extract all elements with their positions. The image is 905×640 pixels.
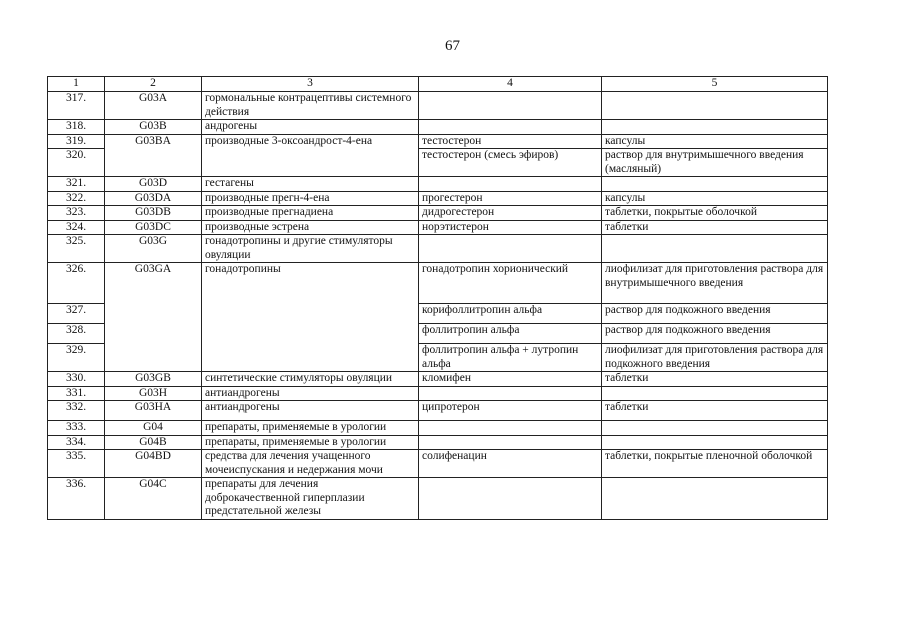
dosage-form: капсулы [602,134,828,149]
table-row [48,220,828,235]
dosage-form: лиофилизат для приготовления раствора для внутримышечного введения [602,263,828,304]
atc-code: G04B [105,435,202,450]
dosage-form [602,386,828,401]
table-row [48,177,828,192]
table-row [48,263,828,304]
table-header-row [48,77,828,92]
row-number: 335. [48,450,105,478]
row-number: 327. [48,304,105,324]
dosage-form: раствор для внутримышечного введения (масляный) [602,149,828,177]
atc-group: гестагены [202,177,419,192]
table-row [48,134,828,149]
table-row [48,92,828,120]
atc-group: средства для лечения учащенного мочеиспускания и недержания мочи [202,450,419,478]
row-number: 319. [48,134,105,149]
atc-code: G03G [105,235,202,263]
dosage-form: капсулы [602,191,828,206]
row-number: 320. [48,149,105,177]
atc-group: препараты, применяемые в урологии [202,435,419,450]
row-number: 329. [48,344,105,372]
table-row [48,450,828,478]
drug-name [419,120,602,135]
dosage-form: таблетки [602,401,828,421]
atc-group: синтетические стимуляторы овуляции [202,372,419,387]
drug-name: дидрогестерон [419,206,602,221]
drug-name [419,92,602,120]
table-row [48,421,828,436]
drug-name: ципротерон [419,401,602,421]
atc-code: G03GB [105,372,202,387]
dosage-form: раствор для подкожного введения [602,324,828,344]
drug-name: гонадотропин хорионический [419,263,602,304]
atc-group: препараты, применяемые в урологии [202,421,419,436]
row-number: 322. [48,191,105,206]
drug-name: фоллитропин альфа + лутропин альфа [419,344,602,372]
atc-code: G04C [105,478,202,520]
atc-code: G03GA [105,263,202,372]
drug-name: тестостерон (смесь эфиров) [419,149,602,177]
dosage-form: лиофилизат для приготовления раствора для подкожного введения [602,344,828,372]
dosage-form [602,235,828,263]
row-number: 336. [48,478,105,520]
drug-name: корифоллитропин альфа [419,304,602,324]
dosage-form [602,120,828,135]
dosage-form [602,177,828,192]
atc-code: G03DA [105,191,202,206]
atc-group: препараты для лечения доброкачественной гиперплазии предстательной железы [202,478,419,520]
atc-group: гонадотропины и другие стимуляторы овуляции [202,235,419,263]
atc-group: производные 3-оксоандрост-4-ена [202,134,419,177]
atc-code: G03DB [105,206,202,221]
atc-code: G04 [105,421,202,436]
row-number: 324. [48,220,105,235]
drug-table [47,76,828,520]
row-number: 333. [48,421,105,436]
atc-group: производные эстрена [202,220,419,235]
atc-code: G03BA [105,134,202,177]
table-row [48,206,828,221]
dosage-form: таблетки, покрытые оболочкой [602,206,828,221]
drug-name: кломифен [419,372,602,387]
row-number: 321. [48,177,105,192]
drug-name: фоллитропин альфа [419,324,602,344]
row-number: 334. [48,435,105,450]
table-row [48,401,828,421]
dosage-form: таблетки [602,220,828,235]
column-header-4: 4 [419,77,602,92]
table-row [48,386,828,401]
dosage-form [602,478,828,520]
atc-code: G03DC [105,220,202,235]
drug-name: тестостерон [419,134,602,149]
table-row [48,478,828,520]
dosage-form: раствор для подкожного введения [602,304,828,324]
drug-name [419,421,602,436]
drug-name [419,386,602,401]
table-row [48,435,828,450]
atc-code: G03B [105,120,202,135]
column-header-3: 3 [202,77,419,92]
dosage-form: таблетки [602,372,828,387]
table-row [48,191,828,206]
atc-group: антиандрогены [202,386,419,401]
atc-code: G04BD [105,450,202,478]
drug-name [419,478,602,520]
drug-name [419,235,602,263]
row-number: 332. [48,401,105,421]
atc-group: андрогены [202,120,419,135]
drug-name: норэтистерон [419,220,602,235]
table-row [48,372,828,387]
row-number: 328. [48,324,105,344]
row-number: 325. [48,235,105,263]
row-number: 326. [48,263,105,304]
atc-code: G03HA [105,401,202,421]
column-header-2: 2 [105,77,202,92]
atc-group: антиандрогены [202,401,419,421]
dosage-form [602,421,828,436]
drug-name [419,177,602,192]
dosage-form [602,92,828,120]
atc-group: производные прегнадиена [202,206,419,221]
atc-group: гонадотропины [202,263,419,372]
dosage-form [602,435,828,450]
page-number: 67 [445,38,460,54]
atc-code: G03H [105,386,202,401]
row-number: 317. [48,92,105,120]
row-number: 331. [48,386,105,401]
atc-group: гормональные контрацептивы системного действия [202,92,419,120]
dosage-form: таблетки, покрытые пленочной оболочкой [602,450,828,478]
atc-code: G03D [105,177,202,192]
drug-name [419,435,602,450]
drug-name: прогестерон [419,191,602,206]
row-number: 323. [48,206,105,221]
row-number: 330. [48,372,105,387]
column-header-1: 1 [48,77,105,92]
atc-group: производные прегн-4-ена [202,191,419,206]
row-number: 318. [48,120,105,135]
atc-code: G03A [105,92,202,120]
table-row [48,120,828,135]
table-row [48,235,828,263]
column-header-5: 5 [602,77,828,92]
drug-name: солифенацин [419,450,602,478]
